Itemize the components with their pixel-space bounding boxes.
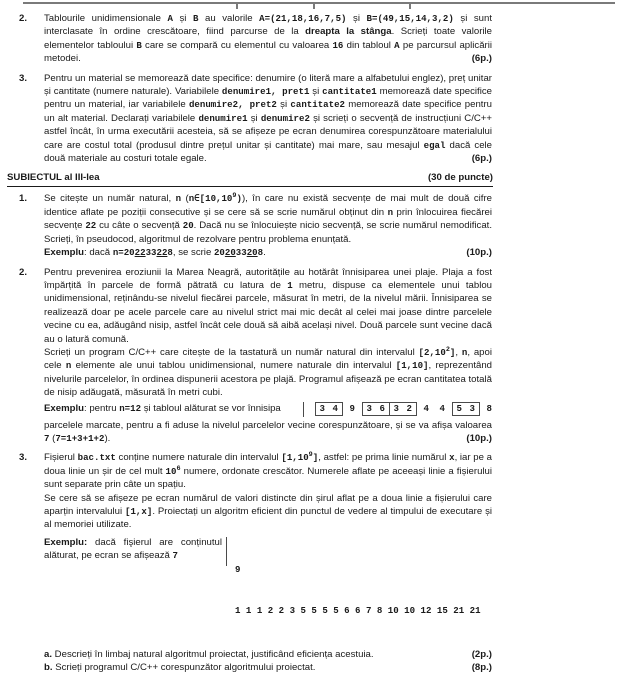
text-run: Scrieți un program C/C++ care citește de la tastatură un număr natural din intervalul [44,346,419,358]
item-paragraph [44,419,492,446]
text-run: , iar pe a doua linie un șir de cel mult [44,452,492,477]
item-paragraph [44,492,492,532]
text-run: : pentru [84,402,120,414]
example-row [44,402,492,417]
code-token: 22 [85,220,97,232]
text-run: ), în care nu există secvențe de mai mult de două cifre identice aflate pe poziții consecutive și se cere să se scrie numărul obținut din [44,193,492,218]
text-run: Se cere să se afișeze pe ecran numărul de valori distincte din șirul aflat pe a doua linie a fișierului care aparțin intervalului [44,492,492,517]
text-run: a. [44,648,53,660]
example-label [44,402,281,415]
text-run: dacă cele două materiale au costuri totale egale. [44,139,492,165]
table-remnant-rule [23,2,615,4]
item-number: 1. [19,193,28,205]
code-token: 2 [445,345,450,354]
marked-cells-box [315,402,343,416]
text-run: metru, dispuse ca elementele unui tablou unidimensional, reținându-se nivelul fiecărei parcele, măsurat în metri, de la nivelul mării. Înnisiparea se realizează doar pe acele parcele care au nivelul strict mai mic decât al celei mai joase dintre parcelele vecine cu ea, adăugând nisip, astfel încât cele două să aibă același nivel. Două parcele sunt vecine dacă au o latură comună. [44,279,492,345]
item-paragraph [44,72,492,166]
points-label: (8p.) [471,661,492,673]
code-token: cantitate1 [322,86,377,98]
code-token: B [136,39,142,51]
code-token: n [461,346,468,358]
text-run: Exemplu: [44,536,88,548]
text-run: elemente ale unui tablou unidimensional, numere naturale din intervalul [71,360,396,372]
code-token: [1,10 [281,452,309,464]
item-paragraph [44,192,492,246]
text-run: și [276,99,291,111]
item-paragraph [44,12,492,66]
item-s2-3 [19,72,492,166]
text-run: cu câte o secvență [96,220,183,232]
table-remnant-tick [236,4,238,9]
points-label: (6p.) [471,153,492,165]
code-token: denumire1 [198,112,248,124]
text-run: memorează date specifice pentru un material, iar variabilele [44,86,492,111]
marked-cells-box [362,402,390,416]
code-token: 8 [257,247,264,259]
points-label: (2p.) [471,648,492,660]
code-token: 20 [246,247,258,259]
strip-cell: 3 [469,402,475,414]
code-token: 8 [167,247,173,259]
text-run: , se scrie [172,247,214,259]
table-remnant-tick [313,4,315,9]
text-run: Exemplu [44,247,84,259]
code-token: n∈[10,10 [188,193,233,205]
text-run: . [263,247,266,259]
text-run: , apoi cele [44,346,492,372]
code-token: n=20 [112,247,135,259]
file-line: 9 [235,564,241,575]
item-number: 2. [19,266,28,278]
code-token: B=(49,15,14,3,2) [366,13,454,24]
code-token: B [193,13,199,24]
text-run: și sunt interclasate în ordine crescătoare, fiind parcurse de la [44,13,493,38]
strip-cell: 2 [406,402,412,414]
text-run: Descrieți în limbaj natural algoritmul proiectat, justificând eficiența acestuia. [52,648,374,660]
file-line: 1 1 1 2 2 3 5 5 5 5 6 6 7 8 10 10 12 15 21 21 [235,604,481,616]
strip-cell: 4 [332,402,338,414]
code-token: A [167,13,173,24]
sub-item-a [44,648,492,661]
text-run: b. [44,661,53,673]
text-run: dacă fişierul are conținutul alăturat, pe ecran se afișează [44,536,222,562]
points-label: (6p.) [471,53,492,65]
code-token: 7=1+3+1+2 [55,432,105,444]
text-run: , reprezentând nivelurile parcelelor, în ordinea dispunerii acestora pe plajă. Programul afișează pe ecran cantitatea totală de nisip adăugată, măsurată în metri cubi. [44,360,492,399]
code-token: [1,x] [125,506,153,517]
code-token: A=(21,18,16,7,5) [259,13,347,24]
sub-item-b [44,661,492,674]
code-token: bac.txt [77,452,116,464]
text-run: și tabloul alăturat se vor înnisipa [141,402,281,414]
strip-cell: 3 [393,402,399,414]
code-token: 22 [134,247,146,259]
strip-cell: 4 [439,402,445,414]
strip-cell: 3 [366,402,372,414]
code-token: 16 [332,39,344,51]
text-run: Pentru prevenirea eroziunii la Marea Neagră, autoritățile au hotărât înnisiparea unei plaje. Plaja a fost împărțită în parcele de formă pătrată cu latura de [44,266,492,291]
text-run: . Dacă nu se înlocuiește nicio secvență, se scrie numărul nemodificat. Scrieți, în pseudocod, algoritmul de rezolvare pentru problema enunțată. [44,220,492,245]
code-token: denumire1, pret1 [221,86,310,98]
section-points: (30 de puncte) [427,172,493,184]
item-body [44,266,492,446]
code-token: 20 [182,220,194,232]
text-run: ( [49,432,56,444]
text-run: numere, ordonate crescător. Numerele aflate pe aceeași linie a fișierului sunt separate prin câte un spațiu. [44,465,493,491]
divider-bar [226,537,227,566]
text-run: ). [104,432,111,444]
divider-bar [303,402,304,417]
item-paragraph [44,266,492,346]
item-s3-1 [19,192,492,259]
code-token: denumire2 [260,112,310,124]
item-s3-3 [19,451,492,674]
strip-cell: 8 [486,402,492,414]
text-run: care se compară cu elementul cu valoarea [141,39,333,51]
item-s3-2 [19,266,492,446]
code-token: 20 [224,247,236,259]
text-run: . Proiectați un algoritm eficient din punctul de vedere al timpului de executare și al memoriei utilizate. [44,506,492,531]
marked-cells-box [389,402,417,416]
text-run: și [309,86,323,98]
code-token: ) [236,193,242,205]
item-body [44,12,492,66]
text-run: și [346,13,367,24]
item-s2-2 [19,12,492,66]
code-token: 33 [235,247,247,259]
strip-cell: 9 [349,402,355,414]
code-token: 9 [308,451,313,460]
strip-cell: 4 [423,402,429,414]
code-token: A [394,39,400,51]
code-token: 20 [213,247,225,259]
text-run: pe parcursul aplicării metodei. [44,39,492,65]
code-token: 6 [176,464,181,473]
code-token: x [449,452,455,464]
item-body [44,451,492,674]
code-token: 22 [156,247,168,259]
code-token: ] [449,346,456,358]
text-run: memorează date specifice pentru un alt material. Declarați variabilele [44,99,492,124]
item-paragraph [44,451,492,491]
code-token: [1,10] [395,360,429,372]
marked-cells-box [452,402,480,416]
strip-cell: 3 [319,402,325,414]
text-run: au valorile [198,13,260,24]
points-label: (10p.) [466,432,492,444]
text-run: și [172,13,193,24]
file-content [235,536,481,645]
text-run: . Scrieți toate valorile elementelor tabloului [44,26,492,51]
code-token: 1 [287,279,293,291]
code-token: n [387,206,394,218]
section-title: SUBIECTUL al III-lea [7,172,100,184]
code-token: cantitate2 [290,99,345,111]
code-token: n [175,193,182,205]
code-token: 7 [44,432,50,444]
code-token: egal [423,139,446,151]
example-row [44,536,492,645]
text-run: prin înlocuirea fiecărei secvențe [44,206,492,232]
section-header [7,171,493,187]
code-token: 33 [145,247,157,259]
code-token: n [65,360,72,372]
text-run: Exemplu [44,402,84,414]
code-token: 9 [232,192,237,201]
strip-cell: 5 [456,402,462,414]
code-token: 7 [172,550,178,562]
code-token: 10 [165,465,177,477]
text-run: dreapta la stânga [305,26,392,38]
text-run: Pentru un material se memorează date specifice: denumire (o literă mare a alfabetului englez), preț unitar și cantitate (numere naturale). Variabilele [44,72,492,98]
text-run: parcelele marcate, pentru a fi aduse la nivelul parcelelor vecine corespunzătoare, și se va afișa valoarea [44,419,492,431]
text-run: Tablourile unidimensionale [44,13,168,24]
code-token: denumire2, pret2 [188,99,277,111]
text-run: Se citește un număr natural, [44,193,176,205]
item-body [44,72,492,166]
item-paragraph [44,346,492,400]
item-body [44,192,492,259]
text-run: , astfel: pe prima linie numărul [318,452,450,464]
strip-cell: 6 [379,402,385,414]
text-run: și scrieți o secvență de instrucțiuni C/C++ astfel încât, în urma executării acesteia, să se afișeze pe ecran denumirea corespunzătoare materialului care are costul total (produsul dintre prețul unitar și cantitate) mai mare, sau mesajul [44,112,493,151]
item-number: 3. [19,452,28,464]
code-token: n=12 [119,402,142,414]
text-run: și [247,112,261,124]
text-run: : dacă [84,247,113,259]
points-label: (10p.) [466,247,492,259]
text-run: ( [181,193,189,205]
text-run: Scrieți programul C/C++ corespunzător algoritmului proiectat. [52,661,316,673]
example-line [44,246,492,259]
code-token: [2,10 [418,346,446,358]
item-number: 2. [19,13,28,24]
text-run: conține numere naturale din intervalul [115,452,282,464]
code-token: ] [312,452,319,464]
example-label [44,536,222,563]
table-remnant-tick [409,4,411,9]
text-run: Fișierul [44,452,78,464]
text-run: din tabloul [343,39,395,51]
item-number: 3. [19,72,28,84]
text-run: , [455,346,462,358]
parcel-strip [315,402,499,416]
